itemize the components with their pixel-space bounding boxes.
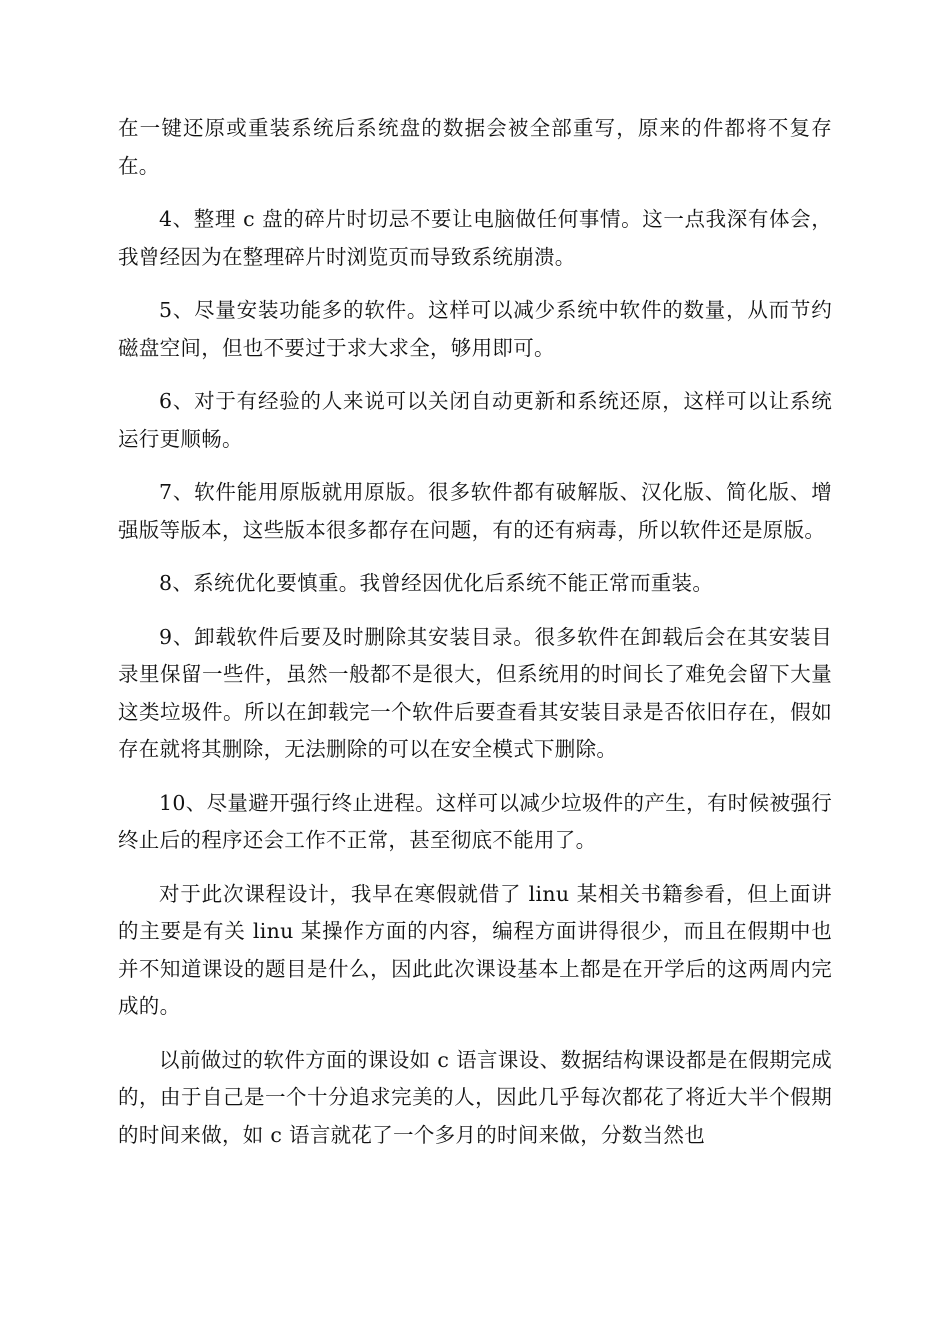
paragraph-tip-10: 10、尽量避开强行终止进程。这样可以减少垃圾件的产生，有时候被强行终止后的程序还会工作不正常，甚至彻底不能用了。 [118,790,832,852]
paragraph-tip-9: 9、卸载软件后要及时删除其安装目录。很多软件在卸载后会在其安装目录里保留一些件，虽然一般都不是很大，但系统用的时间长了难免会留下大量这类垃圾件。所以在卸载完一个软件后要查看其安装目录是否依旧存在，假如存在就将其删除，无法删除的可以在安全模式下删除。 [118,624,832,761]
paragraph-tip-7: 7、软件能用原版就用原版。很多软件都有破解版、汉化版、简化版、增强版等版本，这些版本很多都存在问题，有的还有病毒，所以软件还是原版。 [118,480,832,542]
paragraph-tip-6: 6、对于有经验的人来说可以关闭自动更新和系统还原，这样可以让系统运行更顺畅。 [118,389,832,451]
paragraph-tip-8: 8、系统优化要慎重。我曾经因优化后系统不能正常而重装。 [159,571,714,595]
paragraph-previous-projects: 以前做过的软件方面的课设如 c 语言课设、数据结构课设都是在假期完成的，由于自己是一个十分追求完美的人，因此几乎每次都花了将近大半个假期的时间来做，如 c 语言就花了一个多月的时间来做，分数当然也 [118,1047,832,1147]
paragraph-course-design: 对于此次课程设计，我早在寒假就借了 linu 某相关书籍参看，但上面讲的主要是有关 linu 某操作方面的内容，编程方面讲得很少，而且在假期中也并不知道课设的题目是什么，因此此次课设基本上都是在开学后的这两周内完成的。 [118,881,832,1018]
paragraph-tip-5: 5、尽量安装功能多的软件。这样可以减少系统中软件的数量，从而节约磁盘空间，但也不要过于求大求全，够用即可。 [118,298,832,360]
paragraph-continuation: 在一键还原或重装系统后系统盘的数据会被全部重写，原来的件都将不复存在。 [118,116,832,178]
paragraph-tip-4: 4、整理 c 盘的碎片时切忌不要让电脑做任何事情。这一点我深有体会，我曾经因为在整理碎片时浏览页而导致系统崩溃。 [118,207,832,269]
